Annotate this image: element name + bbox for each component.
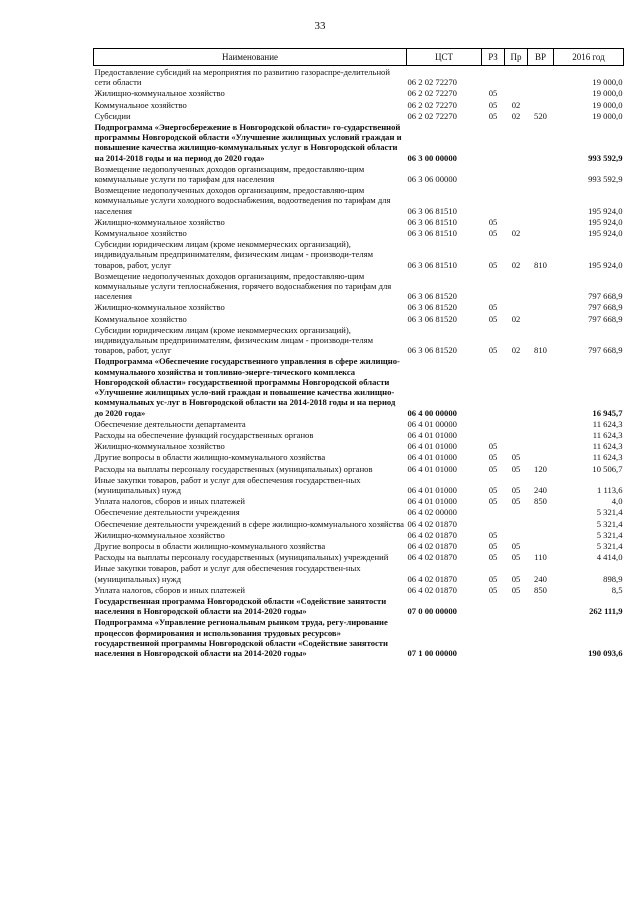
cell-cst: 06 4 02 01870 bbox=[407, 529, 457, 540]
cell-sum: 1 113,6 bbox=[597, 484, 623, 495]
cell-sum: 195 924,0 bbox=[588, 205, 623, 216]
cell-cst: 06 2 02 72270 bbox=[407, 88, 457, 99]
table-row bbox=[94, 324, 624, 356]
cell-rz: 05 bbox=[488, 484, 498, 495]
cell-vr: 810 bbox=[534, 345, 547, 356]
cell-cst: 06 4 02 01870 bbox=[407, 552, 457, 563]
cell-rz: 05 bbox=[488, 552, 498, 563]
cell-cst: 06 4 01 01000 bbox=[407, 496, 457, 507]
cell-name: Жилищно-коммунальное хозяйство bbox=[94, 302, 225, 313]
cell-name: Возмещение недополученных доходов организациям, предоставляю-щим коммунальные услуги теплоснабжения, горячего водоснабжения по тарифам для населения bbox=[94, 270, 392, 302]
cell-cst: 06 3 06 81510 bbox=[407, 259, 457, 270]
header-rz: РЗ bbox=[482, 49, 505, 66]
table-row bbox=[94, 595, 624, 616]
cell-name: Жилищно-коммунальное хозяйство bbox=[94, 441, 225, 452]
table-row bbox=[94, 495, 624, 506]
cell-pr bbox=[505, 270, 528, 302]
cell-sum: 797 668,9 bbox=[588, 313, 623, 324]
cell-sum: 5 321,4 bbox=[596, 507, 623, 518]
cell-vr bbox=[528, 451, 554, 462]
cell-vr bbox=[528, 616, 554, 658]
cell-rz bbox=[482, 429, 505, 440]
cell-name: Уплата налогов, сборов и иных платежей bbox=[94, 496, 246, 507]
cell-sum: 4,0 bbox=[611, 496, 623, 507]
cell-sum: 993 592,9 bbox=[588, 152, 623, 163]
cell-pr bbox=[505, 506, 528, 517]
cell-name: Расходы на выплаты персоналу государственных (муниципальных) органов bbox=[94, 463, 373, 474]
table-row bbox=[94, 616, 624, 658]
cell-name: Субсидии юридическим лицам (кроме некоммерческих организаций), индивидуальным предпринимателям, физическим лицам - производи-телям товаров, работ, услуг bbox=[94, 239, 374, 270]
table-row bbox=[94, 301, 624, 312]
cell-vr: 520 bbox=[534, 110, 547, 121]
table-row bbox=[94, 418, 624, 429]
cell-sum: 195 924,0 bbox=[588, 259, 623, 270]
cell-cst: 06 3 00 00000 bbox=[407, 152, 457, 163]
cell-cst: 06 2 02 72270 bbox=[407, 110, 457, 121]
cell-pr bbox=[505, 429, 528, 440]
cell-sum: 8,5 bbox=[611, 584, 623, 595]
cell-name: Расходы на обеспечение функций государственных органов bbox=[94, 429, 314, 440]
cell-cst: 06 3 06 81510 bbox=[407, 216, 457, 227]
cell-vr bbox=[528, 121, 554, 163]
cell-name: Иные закупки товаров, работ и услуг для обеспечения государствен-ных (муниципальных) нужд bbox=[94, 563, 361, 584]
cell-pr bbox=[505, 216, 528, 227]
table-row bbox=[94, 562, 624, 583]
cell-cst: 06 3 06 81510 bbox=[407, 228, 457, 239]
cell-cst: 06 4 01 01000 bbox=[407, 463, 457, 474]
cell-vr: 240 bbox=[534, 484, 547, 495]
cell-vr bbox=[528, 227, 554, 238]
table-row bbox=[94, 227, 624, 238]
cell-rz bbox=[482, 595, 505, 616]
cell-cst: 06 2 02 72270 bbox=[407, 77, 457, 88]
cell-pr: 05 bbox=[511, 484, 521, 495]
cell-name: Жилищно-коммунальное хозяйство bbox=[94, 88, 225, 99]
cell-cst: 07 0 00 00000 bbox=[407, 606, 457, 617]
table-row bbox=[94, 184, 624, 216]
cell-pr: 05 bbox=[511, 452, 521, 463]
cell-vr: 850 bbox=[534, 496, 547, 507]
cell-name: Обеспечение деятельности учреждений в сфере жилищно-коммунального хозяйства bbox=[94, 518, 404, 529]
table-row bbox=[94, 584, 624, 595]
cell-name: Уплата налогов, сборов и иных платежей bbox=[94, 584, 246, 595]
cell-rz: 05 bbox=[488, 313, 498, 324]
cell-sum: 16 945,7 bbox=[592, 407, 623, 418]
table-header-row bbox=[94, 49, 624, 66]
cell-rz: 05 bbox=[488, 540, 498, 551]
cell-cst: 06 4 02 00000 bbox=[407, 507, 457, 518]
cell-rz: 05 bbox=[488, 259, 498, 270]
cell-vr bbox=[528, 87, 554, 98]
cell-rz bbox=[482, 270, 505, 302]
cell-sum: 5 321,4 bbox=[596, 540, 623, 551]
cell-name: Возмещение недополученных доходов организациям, предоставляю-щим коммунальные услуги холодного водоснабжения, водоотведения по тарифам для населения bbox=[94, 185, 391, 216]
page-number: 33 bbox=[314, 20, 326, 32]
cell-rz: 05 bbox=[488, 441, 498, 452]
cell-pr: 02 bbox=[511, 259, 521, 270]
header-year: 2016 год bbox=[554, 49, 624, 66]
table-row bbox=[94, 463, 624, 474]
table-row bbox=[94, 110, 624, 121]
cell-pr: 05 bbox=[511, 463, 521, 474]
table-row bbox=[94, 121, 624, 163]
cell-name: Обеспечение деятельности учреждения bbox=[94, 507, 240, 518]
table-row bbox=[94, 163, 624, 184]
cell-sum: 11 624,3 bbox=[592, 441, 623, 452]
header-cst: ЦСТ bbox=[407, 49, 482, 66]
cell-rz: 05 bbox=[488, 496, 498, 507]
cell-cst: 06 4 01 01000 bbox=[407, 441, 457, 452]
table-row bbox=[94, 518, 624, 529]
cell-name: Коммунальное хозяйство bbox=[94, 99, 187, 110]
cell-name: Обеспечение деятельности департамента bbox=[94, 418, 246, 429]
cell-pr bbox=[505, 66, 528, 88]
cell-sum: 19 000,0 bbox=[592, 77, 623, 88]
cell-rz: 05 bbox=[488, 228, 498, 239]
cell-sum: 19 000,0 bbox=[592, 110, 623, 121]
cell-cst: 06 4 01 00000 bbox=[407, 418, 457, 429]
cell-pr bbox=[505, 163, 528, 184]
cell-name: Расходы на выплаты персоналу государственных (муниципальных) учреждений bbox=[94, 552, 389, 563]
cell-vr bbox=[528, 518, 554, 529]
cell-sum: 11 624,3 bbox=[592, 452, 623, 463]
cell-pr: 02 bbox=[511, 228, 521, 239]
cell-name: Другие вопросы в области жилищно-коммунального хозяйства bbox=[94, 452, 326, 463]
cell-pr: 02 bbox=[511, 99, 521, 110]
cell-vr: 240 bbox=[534, 573, 547, 584]
cell-name: Возмещение недополученных доходов организациям, предоставляю-щим коммунальные услуги по тарифам для населения bbox=[94, 163, 365, 185]
cell-vr: 810 bbox=[534, 259, 547, 270]
header-name: Наименование bbox=[94, 49, 407, 66]
cell-cst: 06 3 06 81520 bbox=[407, 313, 457, 324]
cell-cst: 06 3 06 81520 bbox=[407, 291, 457, 302]
cell-pr bbox=[505, 518, 528, 529]
cell-cst: 06 3 06 81510 bbox=[407, 205, 457, 216]
cell-rz: 05 bbox=[488, 573, 498, 584]
table-row bbox=[94, 270, 624, 302]
cell-pr bbox=[505, 87, 528, 98]
cell-rz: 05 bbox=[488, 302, 498, 313]
table-row bbox=[94, 551, 624, 562]
cell-sum: 262 111,9 bbox=[589, 606, 623, 617]
table-row bbox=[94, 87, 624, 98]
cell-vr: 110 bbox=[534, 552, 547, 563]
cell-rz: 05 bbox=[488, 88, 498, 99]
table-row bbox=[94, 99, 624, 110]
cell-cst: 06 3 06 81520 bbox=[407, 302, 457, 313]
cell-pr bbox=[505, 355, 528, 417]
cell-vr bbox=[528, 313, 554, 324]
cell-cst: 06 4 02 01870 bbox=[407, 540, 457, 551]
cell-pr bbox=[505, 184, 528, 216]
cell-sum: 797 668,9 bbox=[588, 345, 623, 356]
cell-sum: 5 321,4 bbox=[596, 529, 623, 540]
table-row bbox=[94, 440, 624, 451]
cell-pr bbox=[505, 440, 528, 451]
cell-name: Подпрограмма «Энергосбережение в Новгородской области» го-сударственной программы Новгородской области «Улучшение жилищных условий граждан и повышение качества жилищно-коммунальных услуг в Новгородской области на 2014-2018 годы и на период до 2020 года» bbox=[94, 122, 402, 163]
cell-vr bbox=[528, 163, 554, 184]
cell-sum: 797 668,9 bbox=[588, 302, 623, 313]
table-row bbox=[94, 66, 624, 88]
cell-pr bbox=[505, 529, 528, 540]
cell-vr bbox=[528, 66, 554, 88]
cell-pr: 05 bbox=[511, 552, 521, 563]
cell-pr: 02 bbox=[511, 313, 521, 324]
cell-vr bbox=[528, 216, 554, 227]
cell-name: Субсидии юридическим лицам (кроме некоммерческих организаций), индивидуальным предпринимателям, физическим лицам - производи-телям товаров, работ, услуг bbox=[94, 324, 374, 356]
cell-vr bbox=[528, 355, 554, 417]
cell-rz bbox=[482, 518, 505, 529]
cell-cst: 06 4 00 00000 bbox=[407, 407, 457, 418]
cell-sum: 10 506,7 bbox=[592, 463, 623, 474]
budget-table bbox=[93, 48, 624, 658]
cell-sum: 5 321,4 bbox=[596, 518, 623, 529]
cell-rz bbox=[482, 616, 505, 658]
cell-vr bbox=[528, 99, 554, 110]
cell-vr bbox=[528, 529, 554, 540]
cell-sum: 195 924,0 bbox=[588, 216, 623, 227]
cell-vr bbox=[528, 418, 554, 429]
cell-rz: 05 bbox=[488, 99, 498, 110]
cell-rz bbox=[482, 66, 505, 88]
cell-pr bbox=[505, 418, 528, 429]
cell-pr: 05 bbox=[511, 540, 521, 551]
cell-vr bbox=[528, 270, 554, 302]
table-row bbox=[94, 529, 624, 540]
cell-rz bbox=[482, 184, 505, 216]
cell-sum: 19 000,0 bbox=[592, 99, 623, 110]
cell-name: Предоставление субсидий на мероприятия по развитию газораспре-делительной сети области bbox=[94, 67, 390, 88]
cell-name: Другие вопросы в области жилищно-коммунального хозяйства bbox=[94, 540, 326, 551]
cell-vr bbox=[528, 301, 554, 312]
cell-sum: 898,9 bbox=[603, 573, 623, 584]
cell-rz: 05 bbox=[488, 529, 498, 540]
table-row bbox=[94, 451, 624, 462]
cell-vr: 120 bbox=[534, 463, 547, 474]
cell-cst: 06 4 01 01000 bbox=[407, 484, 457, 495]
cell-rz: 05 bbox=[488, 345, 498, 356]
cell-pr: 05 bbox=[511, 584, 521, 595]
cell-cst: 06 4 01 01000 bbox=[407, 429, 457, 440]
cell-cst: 06 3 06 81520 bbox=[407, 345, 457, 356]
cell-sum: 19 000,0 bbox=[592, 88, 623, 99]
table-row bbox=[94, 506, 624, 517]
cell-sum: 11 624,3 bbox=[592, 429, 623, 440]
cell-vr bbox=[528, 506, 554, 517]
cell-pr bbox=[505, 301, 528, 312]
cell-cst: 06 4 02 01870 bbox=[407, 573, 457, 584]
cell-rz: 05 bbox=[488, 110, 498, 121]
cell-sum: 993 592,9 bbox=[588, 174, 623, 185]
cell-pr bbox=[505, 595, 528, 616]
cell-vr bbox=[528, 440, 554, 451]
table-row bbox=[94, 474, 624, 495]
cell-rz bbox=[482, 121, 505, 163]
table-row bbox=[94, 540, 624, 551]
cell-rz bbox=[482, 418, 505, 429]
cell-pr: 05 bbox=[511, 496, 521, 507]
cell-cst: 07 1 00 00000 bbox=[407, 647, 457, 658]
table-row bbox=[94, 429, 624, 440]
cell-rz: 05 bbox=[488, 452, 498, 463]
cell-name: Коммунальное хозяйство bbox=[94, 228, 187, 239]
header-vr: ВР bbox=[528, 49, 554, 66]
cell-cst: 06 4 01 01000 bbox=[407, 452, 457, 463]
cell-name: Жилищно-коммунальное хозяйство bbox=[94, 529, 225, 540]
cell-sum: 4 414,0 bbox=[596, 552, 623, 563]
cell-rz: 05 bbox=[488, 463, 498, 474]
cell-rz bbox=[482, 163, 505, 184]
cell-sum: 190 093,6 bbox=[588, 647, 623, 658]
cell-sum: 11 624,3 bbox=[592, 418, 623, 429]
cell-vr bbox=[528, 184, 554, 216]
table-row bbox=[94, 355, 624, 417]
table-body bbox=[94, 66, 624, 659]
cell-name: Жилищно-коммунальное хозяйство bbox=[94, 216, 225, 227]
cell-pr: 02 bbox=[511, 110, 521, 121]
cell-rz: 05 bbox=[488, 584, 498, 595]
cell-vr bbox=[528, 595, 554, 616]
table-row bbox=[94, 216, 624, 227]
header-pr: Пр bbox=[505, 49, 528, 66]
table-row bbox=[94, 313, 624, 324]
cell-sum: 797 668,9 bbox=[588, 291, 623, 302]
cell-name: Государственная программа Новгородской области «Содействие занятости населения в Новгородской области на 2014-2020 годы» bbox=[94, 595, 387, 617]
cell-rz bbox=[482, 506, 505, 517]
cell-vr bbox=[528, 429, 554, 440]
cell-pr: 05 bbox=[511, 573, 521, 584]
cell-rz: 05 bbox=[488, 216, 498, 227]
cell-rz bbox=[482, 355, 505, 417]
cell-name: Подпрограмма «Обеспечение государственного управления в сфере жилищно-коммунального хозяйства и топливно-энерге-тического комплекса Новгородской области» государственной программы Новгородской области «Улучшение жилищных усло-вий граждан и повышение качества жилищно-коммунальных ус-луг в Новгородской области на 2014-2018 годы и на период до 2020 года» bbox=[94, 356, 400, 418]
cell-vr: 850 bbox=[534, 584, 547, 595]
cell-pr: 02 bbox=[511, 345, 521, 356]
cell-name: Субсидии bbox=[94, 110, 131, 121]
cell-name: Подпрограмма «Управление региональным рынком труда, регу-лирование процессов формирования и использования трудовых ресурсов» государственной программы Новгородской области «Содействие занятости населения в Новгородской области на 2014-2020 годы» bbox=[94, 617, 388, 658]
cell-name: Коммунальное хозяйство bbox=[94, 313, 187, 324]
cell-cst: 06 4 02 01870 bbox=[407, 518, 457, 529]
cell-cst: 06 4 02 01870 bbox=[407, 584, 457, 595]
cell-name: Иные закупки товаров, работ и услуг для обеспечения государствен-ных (муниципальных) нужд bbox=[94, 474, 361, 495]
cell-vr bbox=[528, 540, 554, 551]
cell-pr bbox=[505, 121, 528, 163]
cell-sum: 195 924,0 bbox=[588, 228, 623, 239]
cell-cst: 06 2 02 72270 bbox=[407, 99, 457, 110]
cell-pr bbox=[505, 616, 528, 658]
cell-cst: 06 3 06 00000 bbox=[407, 174, 457, 185]
table-row bbox=[94, 238, 624, 270]
